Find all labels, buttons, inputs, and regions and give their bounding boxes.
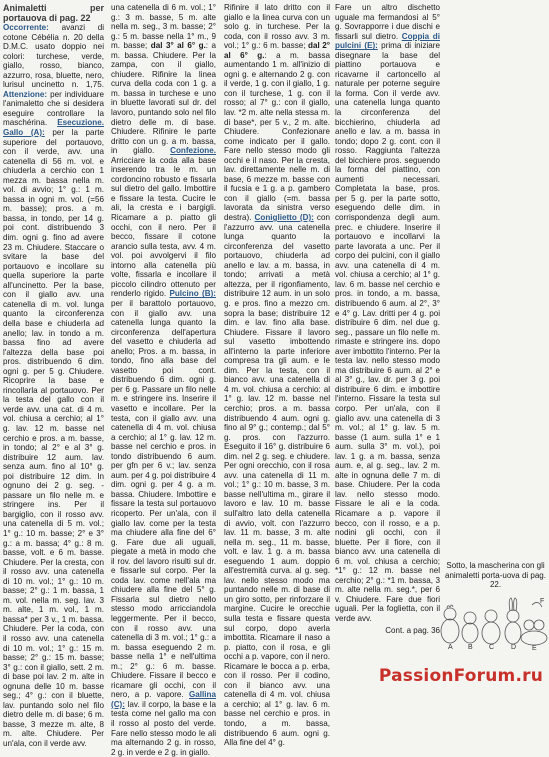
column-3-segment: Coniglietto (D): [254,213,314,223]
column-2-segment: dal 3° al 6° g. [150,41,206,51]
hen-head-shape [485,610,497,622]
hen-body-shape [482,622,500,644]
column-2-segment: una catenella di 6 m. vol.; 1° g.: 3 m. basse, 5 m. alte nella m. seg., 3 m. basse; 2° g.: 5 m. basse nella 1° m., 9 m. basse; [111,3,216,51]
column-2-body [111,3,216,757]
column-2-segment: lav. il corpo, la base e la testa come nel gallo ma con il rosso al posto del verde. Fare nello stesso modo le ali ma alternando 2 g. in rosso, 2 g. in verde e 2 g. in giallo. [111,699,216,757]
column-1-body [3,23,104,749]
illustration-caption: Sotto, la mascherina con gli animaletti porta-uova di pag. 22. [445,561,546,589]
rooster-body-shape [441,619,459,643]
mask-label-c: C [489,644,495,651]
chick-pair-right-shape [534,620,544,630]
bunny-head-shape [507,610,519,622]
column-1-segment: Gallo (A): [3,128,45,138]
column-1-segment: Esecuzione. [57,118,104,128]
column-3-segment: Rifinire il lato dritto con il giallo e la linea curva con un solo g. in turchese. Per la coda, con il rosso avv. 3 m. vol.; 1° g.: 6 m. basse; [224,3,330,51]
column-1-segment: Attenzione: [3,89,48,99]
chick-pair-dish-shape [521,631,547,645]
column-4-segment: prima di iniziare disegnare la base del piattino portauova e ricavarne il cartoncello al naturale per poterne seguire la forma. Con il verde avv. una catenella lunga quanto la circonferenza del bicchierino, chiuderla ad anello e lav. a m. bassa in tondo; dopo 2 g. cont. con il rosso. Raggiunta l'altezza del bicchiere pros. seguendo la forma del piattino, con aumenti necessari. Completata la base, pros. per 5 g. per la parte sotto, eseguendo delle dim. in corrispondenza degli aum. prec. e chiudere. Inserire il portauovo e incollarvi la parte lavorata a unc. Per il corpo dei pulcini, con il giallo avv. una catenella di 4 m. vol. chiusa a cerchio; al 1° g. lav. 6 m. basse nel cerchio e pros. in tondo, a m. bassa, distribuendo 6 aum. al 2°, 3° e 4° g. Lav. dritti per 4 g. poi distribuire 6 dim. nel due g. seg., passare un filo nelle m. rimaste e stringere ins. dopo aver imbottito l'interno. Per la testa lav. nello stesso modo ma distribuire 6 aum. al 2° e al 3° g., lav. dr. per 3 g. poi distribuire 6 dim. e imbottire l'interno. Fissare la testa sul corpo. Per un'ala, con il giallo avv. una catenella di 3 m. vol.; al 1° g. lav. 5 m. basse (1 aum. sulla 1° e 1 aum. sulla 3° m. vol.), poi lav. 1 g. a m. bassa, senza aum. e, al g. seg., lav. 2 m. alte in ognuna delle 7 m. di base. Chiudere. Per la coda lav. nello stesso modo. Fissare le ali e la coda. Ricamare a p. vapore il becco, con il rosso, e a p. nodini gli occhi, con il bluette. Per il fiore, con il bianco avv. una catenella di 6 m. vol. chiusa a cerchio; *1° g.: 12 m. basse nel cerchio; 2° g.: *1 m. bassa, 3 m. alte nella m. seg.*, per 6 v. Chiudere. Fare due fiori uguali. Per la foglietta, con il verde avv. [335,41,440,623]
chick-head-shape [464,612,476,624]
column-4-segment: Fare un altro dischetto uguale ma fermandosi al 5° g. Sovrapporre i due dischi e fissarli sul dietro. [335,3,440,41]
column-4-segment: Coppia di pulcini (E): [335,31,440,51]
column-2-segment: Gallina (C): [111,690,216,709]
column-3-segment: con l'azzurro avv. una catenella lunga quanto la circonferenza del vasetto portauovo, chiuderla ad anello e lav. a m. bassa, in tondo; arrivati a metà altezza, per il rigonfiamento, distribuire 12 aum. in un solo g. e pros. fino a mezzo cm. sopra la base; distribuire 12 dim. e lav. fino alla base. Chiudere. Fissare il lavoro sul vasetto imbottendo all'interno la parte inferiore compresa tra gli aum. e le dim. Per la testa, con il bianco avv. una catenella di 4 m. vol. chiusa a cerchio: al 1° g. lav. 12 m. basse nel cerchio; pros. a m. bassa distribuendo 4 aum. ogni g. fino al 9° g.; contemp.; dal 5° g. pros. con l'azzurro. Eseguito il 16° g. distribuire 6 dim. nel 2 g. seg. e chiudere. Per ogni orecchio, con il rosa avv. una catenella di 11 m. vol.; 1° g.: 10 m. basse, 3 m. basse nell'ultima m., girare il lavoro e lav. 10 m. basse sull'altro lato della catenella di avvio, volt. con l'azzurro lav. 11 m. basse, 3 m. alte nella m. seg., 11 m. basse, volt. e lav. 1 g. a m. bassa eseguendo 1 aum. doppio all'estremità curva. al g. seg. lav. nello stesso modo ma puntando nelle m. di base di un giro sotto, per rinforzare il margine. Cucire le orecchie sulla testa e fissare questa sul corpo, dopo averla imbottita. Ricamare il naso a p. piatto, con il rosa, e gli occhi a p. vapore, con il nero. Ricamare le bocca a p. erba, con il rosso. Per il codino, con il bianco avv. una catenella di 4 m. vol. chiusa a cerchio; al 1° g. lav. 6 m. basse nel cerchio e pros. in tondo, a m. bassa, distribuendo 6 aum. ogni g. Alla fine del 4° g. [224,213,330,748]
column-2-segment: per il barattolo portauovo, con il giallo avv. una catenella lunga quanto la circonferenza dell'apertura del vasetto e chiuderla ad anello; Pros. a m. bassa, in tondo, fino alla base del vasetto poi cont. distribuendo 6 dim. ogni g. per 6 g. Passare un filo nelle m. e stringere ins. Inserire il vasetto e incollare. Per la testa, con il giallo avv. una catenella di 4 m. vol. chiusa a cerchio; al 1° g. lav. 12 m. basse nel cerchio e pros. in tondo distribuendo 6 aum. per gfn per 6 v.; lav. senza aum. per 4 g. poi distribuire 4 dim. ogni g. per 4 g. a m. bassa. Chiudere. Imbottire e fissare la testa sul portauovo ricoperto. Per un'ala, con il giallo lav. come per la testa ma chiudere alla fine del 6° g. Fare due ali uguali, piegate a metà in modo che il rov. del lavoro risulti sul dr. e fissarle sul corpo. Per la coda lav. come nell'ala ma chiudere alla fine del 5° g. Fissarla sul dietro nello stesso modo arricciandola leggermente. Per il becco, con il rosso avv. una catenella di 3 m. vol.; 1° g.: a m. bassa eseguendo 2 m. basse nella 1° e nell'ultima m.; 2° g.: 6 m. basse. Chiudere. Fissare il becco e ricamare gli occhi, con il nero, a p. vapore. [111,298,216,700]
continued-note: Cont. a pag. 36 [385,625,440,635]
chick-body-shape [462,623,478,643]
column-4-body [335,3,440,624]
rooster-comb-shape [447,605,453,608]
bunny-ear-left-shape [509,598,512,611]
page-title: Animaletti per portauova di pag. 22 [3,3,104,23]
column-1-segment: Occorrente: [3,23,49,32]
column-3 [224,3,330,748]
column-2-segment: Confezione. [170,146,216,156]
bunny-ear-right-shape [514,598,517,611]
column-4 [335,3,440,635]
mask-label-e: E [532,645,537,652]
column-2-segment: Arricciare la coda alla base inserendo tra le m. un cordoncino robusto e fissarla sul dietro del gallo. Imbottire e fissare la testa. Cucire le ali, la cresta e i bargigli. Ricamare a p. piatto gli occhi, con il nero. Per il becco, fissare il cotone arancio sulla testa, avv. 4 m. vol. poi avvolgervi il filo intorno alla catenella più volte, fissarla e incollare il piccolo cilindro ottenuto per renderlo rigido. [111,155,216,299]
column-3-body [224,3,330,748]
mask-label-f: F [540,598,545,605]
mask-label-b: B [468,644,473,651]
column-1 [3,3,104,749]
column-3-segment: dal 2° al 6° g. [224,41,330,60]
column-1-segment: per individuare l'animaletto che si desidera eseguire controllare la maschérina. [3,89,104,128]
column-2-segment: : a m. bassa. Chiudere. Per la zampa, con il giallo, chiudere. Rifinire la linea curva della coda con 1 g. a m. bassa in turchese e uno in bluette lavorati sul dr. del lavoro, puntando solo nel filo dietro delle m. di base. Chiudere. Rifinire le parte dritto con un g. a m. bassa, in giallo. [111,41,217,156]
bunny-body-shape [505,622,521,644]
watermark: PassionForum.ru [378,666,543,686]
column-3-segment: : a m. bassa aumentando 1 m. all'inizio di ogni g. e alternando 2 g. con il verde, 1 g. con il giallo, 1 g. con il turchese, 1 g. con il rosso; al 7° g.: con il giallo, lav. *2 m. alte nella stessa m. di base*, per 5 v., 2 m. alte. Chiudere. Confezionare come indicato per il gallo. Fare nello stesso modo gli occhi e il naso. Per la cresta, lav. direttamente nelle m. di base, 6 mezze m. basse con il fucsia e 1 g. a p. gambero con il giallo (=m. bassa lavorata da sinistra verso destra). [224,50,330,223]
mask-label-d: D [511,644,517,651]
column-1-segment: avanzi di cotone Cébélia n. 20 della D.M.C. usato doppio nei colori: turchese, verde, giallo, rosso, bianco, azzurro, rosa, bluette, nero, lurisul uncinetto n. 1,75. [3,23,104,90]
column-1-segment: per la parte superiore del portauovo, con il verde, avv. una catenella di 56 m. vol. e chiuderla a cerchio con 1 mezza m. bassa nella m. vol. di avvio; 1° g.: 1 m. bassa in ogni m. vol. (=56 m. basse); pros. a m. bassa, in tondo, per 14 g. poi cont. distribuendo 3 dim. ogni g. fino ad avere 23 m. Chiudere. Staccare o svitare la base del portauovo e incollare su quella superiore la parte all'uncinetto. Per la base, con il giallo avv. una catenella di m. vol. lunga quanto la circonferenza della base e chiuderla ad anello; lav. in tondo a m. bassa fino ad avere l'altezza della base poi pros. distribuendo 6 dim. ogni g. per 5 g. Chiudere. Ricoprire la base e rincollarla al portauovo. Per la testa del gallo con il verde avv. una cat. di 4 m. vol. chiusa a cerchio; al 1° g. lav. 12 m. basse nel cerchio e pros. a m. basse, in tondo; al 2° e al 3° g. distribuire 12 aum. lav. senza aum. fino al 10° g. poi distribuire 12 dim. In ognuno dei 2 g. seg. - passare un filo nelle m. e stringere ins. Per il bargiglio, con il rosso avv. una catenella di 5 m. vol.; 1° g.: 10 m. basse; 2° e 3° g.: a m. bassa; 4° g.: 8 m. basse, volt. e 6 m. basse. Chiudere. Per la cresta, con il rosso avv. una catenella di 10 m. vol.; 1° g.: 10 m. basse; 2° g.: 1 m. bassa, 1 m. vol. nella m. seg. lav. 3 m. alte, 1 m. vol., 1 m. bassa* per 3 v., 1 m. bassa. Chiudere. Per la coda, con il rosso avv. una catenella di 10 m. vol.; 1° g.: 15 m. basse; 2° g.: 15 m. basse; 3° g.: con il giallo, sett. 2 m. di base poi lav. 2 m. alte in ognuna delle 10 m. basse seg.; 4° g.: con il bluette, lav. puntando solo nel filo dietro delle m. di base; 6 m. basse, 3 mezze m. alte, 8 m. alte. Chiudere. Per un'ala, con il verde avv. [3,128,104,749]
rooster-head-shape [444,608,456,620]
mask-label-a: A [448,644,453,651]
animal-mask-illustration [436,583,549,653]
column-2 [111,3,216,757]
chick-pair-left-shape [524,620,534,630]
column-2-segment: Pulcino (B): [169,289,216,299]
